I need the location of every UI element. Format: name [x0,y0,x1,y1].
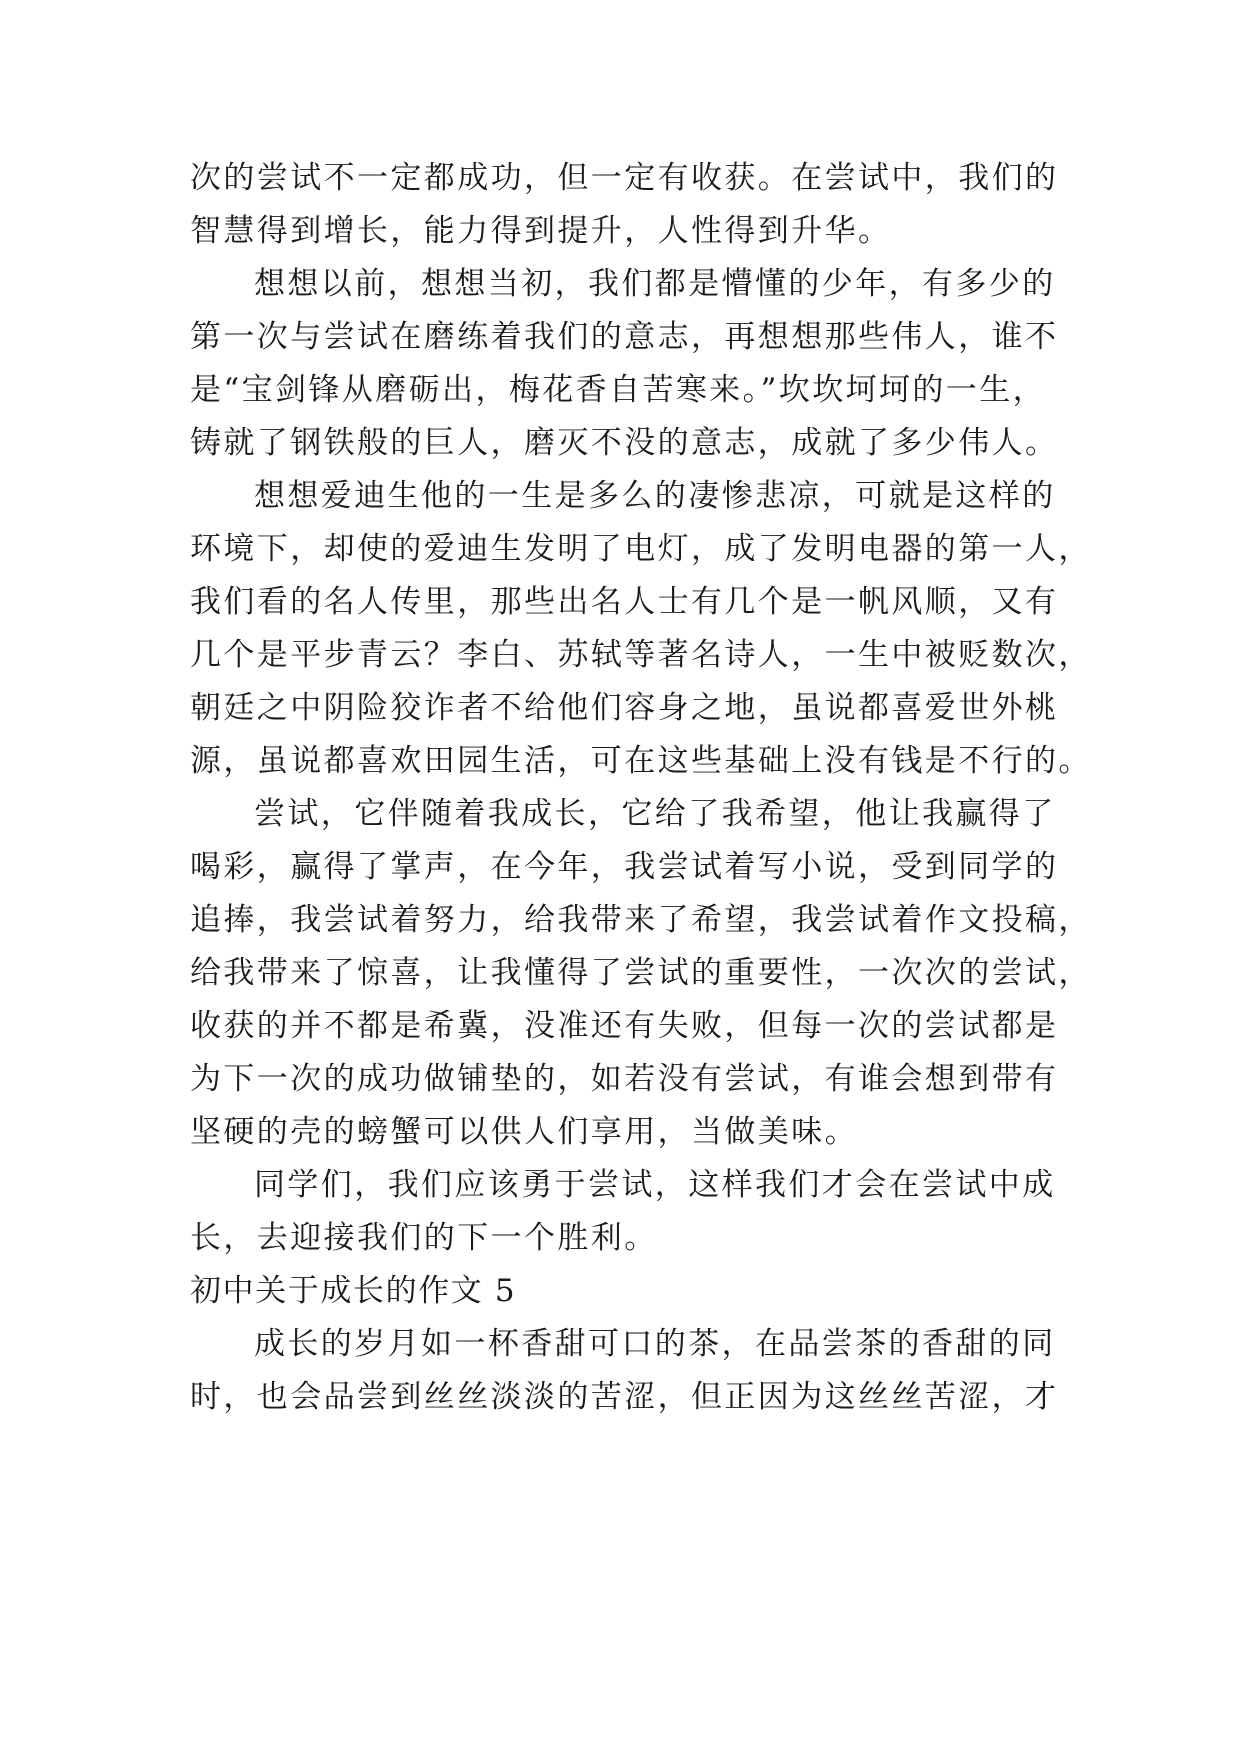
text-line: 喝彩，赢得了掌声，在今年，我尝试着写小说，受到同学的 [190,849,1059,885]
text-line: 朝廷之中阴险狡诈者不给他们容身之地，虽说都喜爱世外桃 [190,690,1059,726]
text-line: 为下一次的成功做铺垫的，如若没有尝试，有谁会想到带有 [190,1061,1059,1097]
paragraph-first-line: 想想以前，想想当初，我们都是懵懂的少年，有多少的 [254,266,1056,302]
text-line: 第一次与尝试在磨练着我们的意志，再想想那些伟人，谁不 [190,319,1059,355]
text-line: 是“宝剑锋从磨砺出，梅花香自苦寒来。”坎坎坷坷的一生， [190,372,1046,408]
text-line: 环境下，却使的爱迪生发明了电灯，成了发明电器的第一人， [190,531,1092,567]
text-line: 给我带来了惊喜，让我懂得了尝试的重要性，一次次的尝试， [190,955,1092,991]
text-line: 源，虽说都喜欢田园生活，可在这些基础上没有钱是不行的。 [190,743,1092,779]
text-line: 几个是平步青云？李白、苏轼等著名诗人，一生中被贬数次， [190,637,1092,673]
text-line: 铸就了钢铁般的巨人，磨灭不没的意志，成就了多少伟人。 [190,425,1059,461]
text-line: 追捧，我尝试着努力，给我带来了希望，我尝试着作文投稿， [190,902,1092,938]
essay-body [190,152,1092,1424]
text-line: 智慧得到增长，能力得到提升，人性得到升华。 [190,213,892,249]
text-line: 坚硬的壳的螃蟹可以供人们享用，当做美味。 [190,1114,858,1150]
text-line: 收获的并不都是希冀，没准还有失败，但每一次的尝试都是 [190,1008,1059,1044]
paragraph-first-line: 同学们，我们应该勇于尝试，这样我们才会在尝试中成 [254,1167,1056,1203]
paragraph-first-line: 尝试，它伴随着我成长，它给了我希望，他让我赢得了 [254,796,1056,832]
section-heading: 初中关于成长的作文 5 [190,1273,517,1309]
text-line: 长，去迎接我们的下一个胜利。 [190,1220,658,1256]
paragraph-first-line: 成长的岁月如一杯香甜可口的茶，在品尝茶的香甜的同 [254,1326,1056,1362]
text-line: 我们看的名人传里，那些出名人士有几个是一帆风顺，又有 [190,584,1059,620]
text-line: 次的尝试不一定都成功，但一定有收获。在尝试中，我们的 [190,160,1059,196]
text-line: 时，也会品尝到丝丝淡淡的苦涩，但正因为这丝丝苦涩，才 [190,1379,1059,1415]
paragraph-first-line: 想想爱迪生他的一生是多么的凄惨悲凉，可就是这样的 [254,478,1056,514]
